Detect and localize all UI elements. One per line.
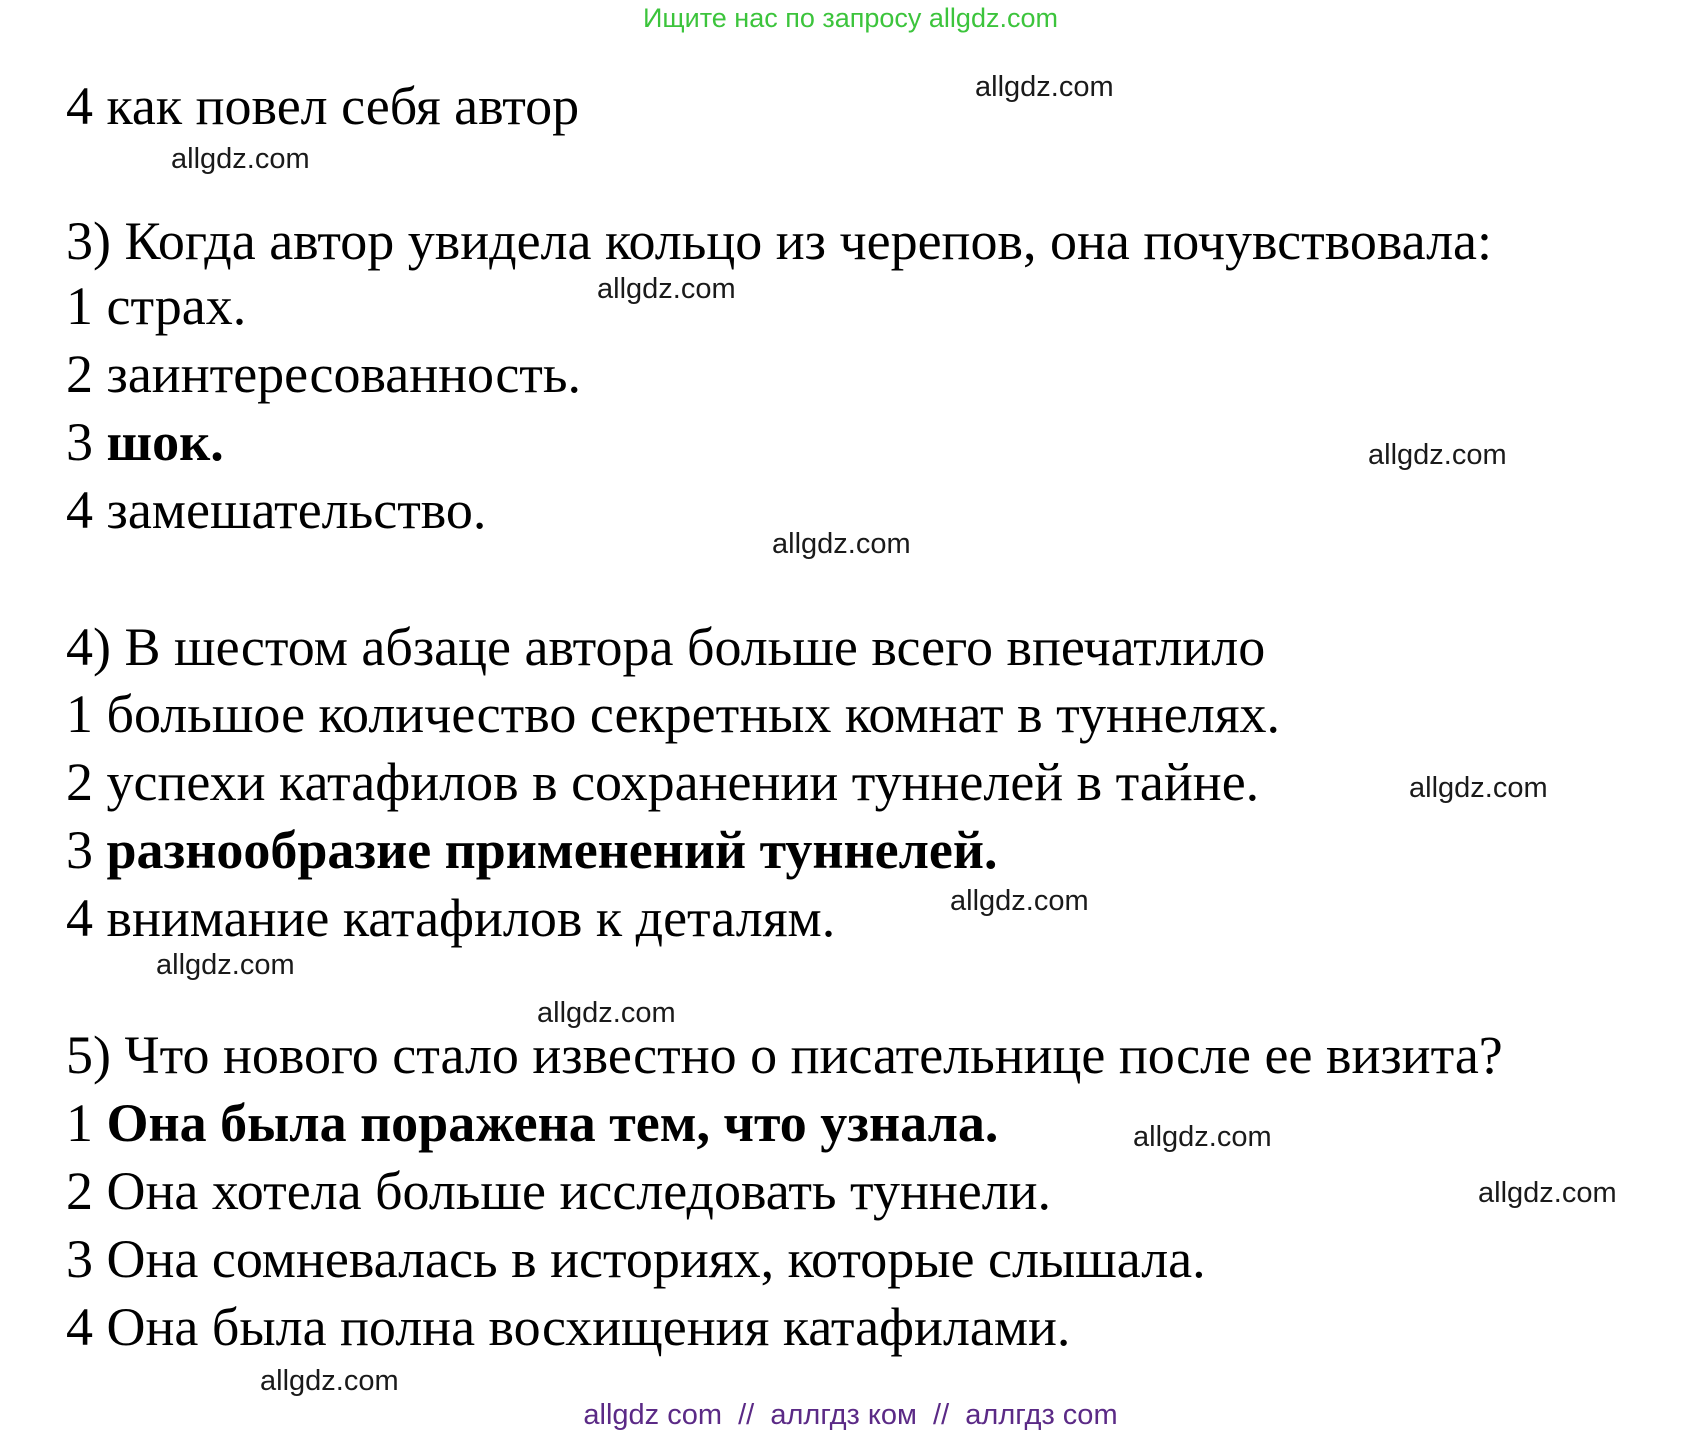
answer-line-q2-4: [66, 75, 579, 137]
answer-line-q3-3: [66, 411, 224, 473]
question-3: [66, 210, 1492, 272]
line-text: большое количество секретных комнат в туннелях.: [106, 684, 1281, 744]
question-text: Когда автор увидела кольцо из черепов, она почувствовала:: [124, 211, 1492, 271]
line-text: успехи катафилов в сохранении туннелей в тайне.: [106, 752, 1260, 812]
line-number: 4: [66, 888, 93, 948]
line-number: 1: [66, 276, 93, 336]
line-number: 2: [66, 344, 93, 404]
line-text: страх.: [106, 276, 247, 336]
line-number: 4: [66, 1297, 93, 1357]
line-number: 1: [66, 1093, 93, 1153]
watermark: allgdz.com: [537, 997, 676, 1029]
line-text: Она хотела больше исследовать туннели.: [106, 1161, 1052, 1221]
answer-line-q5-4: [66, 1296, 1070, 1358]
footer-links: allgdz com // аллгдз ком // аллгдз com: [583, 1399, 1118, 1431]
correct-answer-text: Она была поражена тем, что узнала.: [106, 1093, 999, 1153]
watermark: allgdz.com: [772, 528, 911, 560]
line-number: 2: [66, 752, 93, 812]
question-number: 3): [66, 211, 111, 271]
line-text: Она была полна восхищения катафилами.: [106, 1297, 1071, 1357]
correct-answer-text: разнообразие применений туннелей.: [106, 820, 998, 880]
answer-line-q3-2: [66, 343, 581, 405]
question-number: 4): [66, 617, 111, 677]
answer-line-q4-3: [66, 819, 997, 881]
watermark: allgdz.com: [1133, 1121, 1272, 1153]
line-text: внимание катафилов к деталям.: [106, 888, 836, 948]
answer-line-q5-2: [66, 1160, 1051, 1222]
line-number: 2: [66, 1161, 93, 1221]
watermark: allgdz.com: [156, 949, 295, 981]
line-number: 3: [66, 820, 93, 880]
question-5: [66, 1024, 1503, 1086]
watermark: allgdz.com: [1368, 439, 1507, 471]
watermark: allgdz.com: [1478, 1177, 1617, 1209]
answer-line-q3-4: [66, 479, 486, 541]
watermark: allgdz.com: [975, 71, 1114, 103]
question-4: [66, 616, 1265, 678]
line-number: 3: [66, 412, 93, 472]
question-text: Что нового стало известно о писательнице после ее визита?: [124, 1025, 1503, 1085]
answer-line-q5-3: [66, 1228, 1206, 1290]
watermark: allgdz.com: [171, 143, 310, 175]
answer-line-q4-4: [66, 887, 835, 949]
line-number: 3: [66, 1229, 93, 1289]
line-text: как повел себя автор: [106, 76, 580, 136]
watermark: allgdz.com: [1409, 772, 1548, 804]
answer-line-q4-1: [66, 683, 1280, 745]
line-number: 4: [66, 480, 93, 540]
question-number: 5): [66, 1025, 111, 1085]
correct-answer-text: шок.: [106, 412, 224, 472]
watermark: allgdz.com: [597, 273, 736, 305]
line-text: заинтересованность.: [106, 344, 582, 404]
top-banner: Ищите нас по запросу allgdz.com: [643, 3, 1058, 33]
answer-line-q3-1: [66, 275, 246, 337]
answer-line-q5-1: [66, 1092, 998, 1154]
line-number: 4: [66, 76, 93, 136]
line-text: замешательство.: [106, 480, 487, 540]
watermark: allgdz.com: [950, 885, 1089, 917]
watermark: allgdz.com: [260, 1365, 399, 1397]
answer-line-q4-2: [66, 751, 1259, 813]
line-text: Она сомневалась в историях, которые слышала.: [106, 1229, 1206, 1289]
question-text: В шестом абзаце автора больше всего впечатлило: [124, 617, 1266, 677]
line-number: 1: [66, 684, 93, 744]
